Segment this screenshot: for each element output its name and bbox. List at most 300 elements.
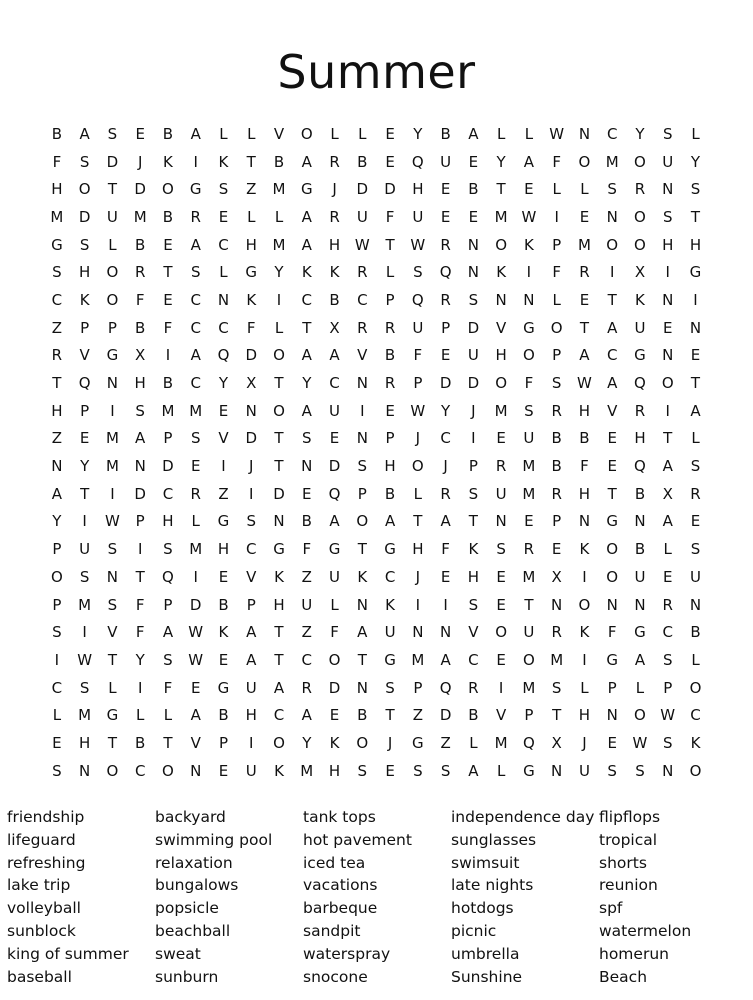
grid-letter[interactable]: E	[79, 429, 90, 448]
grid-letter[interactable]: D	[273, 484, 285, 503]
grid-letter[interactable]: N	[467, 263, 479, 282]
grid-letter[interactable]: Q	[411, 290, 424, 309]
grid-letter[interactable]: B	[384, 484, 396, 503]
grid-letter[interactable]: H	[217, 540, 230, 559]
grid-letter[interactable]: F	[552, 152, 561, 171]
grid-letter[interactable]: A	[246, 623, 257, 642]
grid-letter[interactable]: I	[110, 401, 115, 420]
grid-letter[interactable]: O	[356, 733, 369, 752]
grid-letter[interactable]: W	[577, 374, 592, 393]
grid-letter[interactable]: B	[551, 429, 562, 448]
grid-letter[interactable]: R	[190, 207, 201, 226]
grid-letter[interactable]: M	[522, 567, 536, 586]
grid-letter[interactable]: R	[662, 595, 673, 614]
grid-letter[interactable]: S	[218, 180, 229, 199]
grid-letter[interactable]: U	[690, 567, 701, 586]
grid-letter[interactable]: T	[552, 706, 562, 725]
grid-letter[interactable]: G	[523, 318, 535, 337]
grid-letter[interactable]: X	[662, 484, 673, 503]
grid-letter[interactable]: T	[496, 180, 506, 199]
grid-letter[interactable]: J	[471, 401, 476, 420]
grid-letter[interactable]: O	[300, 124, 313, 143]
grid-letter[interactable]: K	[635, 290, 645, 309]
grid-letter[interactable]: M	[189, 540, 203, 559]
grid-letter[interactable]: P	[357, 484, 367, 503]
grid-letter[interactable]: Q	[162, 567, 174, 586]
grid-letter[interactable]: K	[523, 235, 534, 254]
grid-letter[interactable]: W	[660, 706, 676, 725]
grid-letter[interactable]: Z	[246, 180, 257, 199]
grid-letter[interactable]: N	[301, 457, 313, 476]
grid-letter[interactable]: P	[524, 706, 534, 725]
grid-letter[interactable]: T	[163, 733, 173, 752]
grid-letter[interactable]: A	[301, 235, 312, 254]
grid-letter[interactable]: R	[301, 678, 312, 697]
grid-letter[interactable]: A	[273, 678, 285, 697]
grid-letter[interactable]: E	[440, 346, 451, 365]
grid-letter[interactable]: K	[218, 623, 229, 642]
grid-letter[interactable]: O	[661, 374, 674, 393]
grid-letter[interactable]: Y	[218, 374, 229, 393]
grid-letter[interactable]: N	[106, 374, 119, 393]
grid-letter[interactable]: F	[330, 623, 339, 642]
grid-letter[interactable]: E	[218, 761, 229, 780]
grid-letter[interactable]: E	[551, 540, 562, 559]
grid-letter[interactable]: E	[662, 567, 673, 586]
grid-letter[interactable]: V	[190, 733, 201, 752]
grid-letter[interactable]: U	[523, 429, 535, 448]
grid-letter[interactable]: A	[662, 457, 673, 476]
grid-letter[interactable]: W	[410, 235, 426, 254]
grid-letter[interactable]: M	[411, 650, 425, 669]
grid-letter[interactable]: M	[522, 484, 536, 503]
grid-letter[interactable]: N	[217, 290, 230, 309]
grid-letter[interactable]: N	[634, 595, 646, 614]
grid-letter[interactable]: S	[107, 540, 118, 559]
grid-letter[interactable]: A	[301, 346, 312, 365]
grid-letter[interactable]: Q	[411, 152, 424, 171]
grid-letter[interactable]: E	[607, 733, 617, 752]
grid-letter[interactable]: T	[107, 650, 117, 669]
grid-letter[interactable]: D	[356, 180, 369, 199]
grid-letter[interactable]: S	[302, 429, 312, 448]
grid-letter[interactable]: A	[301, 706, 312, 725]
grid-letter[interactable]: E	[579, 290, 590, 309]
grid-letter[interactable]: Y	[135, 650, 145, 669]
grid-letter[interactable]: K	[218, 152, 229, 171]
grid-letter[interactable]: F	[607, 623, 617, 642]
grid-letter[interactable]: N	[606, 595, 618, 614]
grid-letter[interactable]: E	[440, 180, 451, 199]
grid-letter[interactable]: O	[550, 318, 563, 337]
grid-letter[interactable]: S	[107, 595, 118, 614]
grid-letter[interactable]: F	[580, 457, 589, 476]
grid-letter[interactable]: T	[413, 512, 423, 531]
grid-letter[interactable]: P	[468, 457, 478, 476]
grid-letter[interactable]: E	[690, 512, 701, 531]
grid-letter[interactable]: N	[245, 401, 257, 420]
grid-letter[interactable]: L	[163, 706, 173, 725]
grid-letter[interactable]: E	[218, 401, 229, 420]
grid-letter[interactable]: F	[385, 207, 395, 226]
grid-letter[interactable]: N	[523, 290, 535, 309]
grid-letter[interactable]: A	[662, 512, 673, 531]
grid-letter[interactable]: T	[274, 457, 284, 476]
grid-letter[interactable]: H	[578, 401, 591, 420]
grid-letter[interactable]: O	[634, 235, 646, 254]
grid-letter[interactable]: O	[162, 180, 174, 199]
grid-letter[interactable]: W	[104, 512, 120, 531]
grid-letter[interactable]: S	[357, 457, 368, 476]
grid-letter[interactable]: D	[134, 484, 146, 503]
grid-letter[interactable]: S	[468, 484, 479, 503]
grid-letter[interactable]: S	[468, 290, 479, 309]
grid-letter[interactable]: Y	[302, 374, 312, 393]
grid-letter[interactable]: A	[384, 512, 396, 531]
grid-letter[interactable]: I	[582, 567, 587, 586]
grid-letter[interactable]: Y	[302, 733, 312, 752]
grid-letter[interactable]: X	[551, 567, 562, 586]
grid-letter[interactable]: Y	[52, 512, 62, 531]
grid-letter[interactable]: T	[302, 318, 312, 337]
grid-letter[interactable]: V	[468, 623, 479, 642]
grid-letter[interactable]: I	[360, 401, 365, 420]
grid-letter[interactable]: T	[274, 374, 284, 393]
grid-letter[interactable]: D	[328, 678, 341, 697]
grid-letter[interactable]: G	[634, 346, 646, 365]
grid-letter[interactable]: H	[328, 761, 341, 780]
grid-letter[interactable]: M	[522, 678, 536, 697]
grid-letter[interactable]: G	[634, 623, 646, 642]
grid-letter[interactable]: S	[385, 678, 395, 697]
grid-letter[interactable]: O	[606, 540, 619, 559]
grid-letter[interactable]: O	[273, 346, 285, 365]
grid-letter[interactable]: U	[495, 484, 507, 503]
grid-letter[interactable]: H	[578, 484, 591, 503]
grid-letter[interactable]: R	[551, 484, 562, 503]
grid-letter[interactable]: O	[106, 761, 119, 780]
grid-letter[interactable]: H	[51, 180, 63, 199]
grid-letter[interactable]: C	[440, 429, 451, 448]
grid-letter[interactable]: O	[273, 401, 285, 420]
grid-letter[interactable]: C	[190, 318, 201, 337]
grid-letter[interactable]: S	[690, 457, 701, 476]
grid-letter[interactable]: M	[189, 401, 203, 420]
grid-letter[interactable]: Y	[635, 124, 645, 143]
grid-letter[interactable]: S	[190, 429, 201, 448]
grid-letter[interactable]: P	[52, 595, 62, 614]
grid-letter[interactable]: E	[218, 650, 229, 669]
grid-letter[interactable]: O	[106, 290, 119, 309]
grid-letter[interactable]: C	[329, 374, 340, 393]
grid-letter[interactable]: T	[274, 623, 284, 642]
grid-letter[interactable]: G	[384, 650, 396, 669]
grid-letter[interactable]: J	[415, 567, 421, 586]
grid-letter[interactable]: N	[51, 457, 63, 476]
grid-letter[interactable]: B	[135, 733, 146, 752]
grid-letter[interactable]: E	[690, 346, 701, 365]
grid-letter[interactable]: S	[468, 595, 479, 614]
grid-letter[interactable]: H	[79, 263, 91, 282]
grid-letter[interactable]: S	[107, 124, 118, 143]
grid-letter[interactable]: D	[162, 457, 174, 476]
grid-letter[interactable]: M	[50, 207, 64, 226]
grid-letter[interactable]: N	[134, 457, 146, 476]
grid-letter[interactable]: C	[606, 124, 618, 143]
grid-letter[interactable]: G	[412, 733, 424, 752]
grid-letter[interactable]: N	[439, 623, 452, 642]
grid-letter[interactable]: L	[358, 124, 367, 143]
grid-letter[interactable]: S	[413, 263, 423, 282]
grid-letter[interactable]: H	[384, 457, 396, 476]
grid-letter[interactable]: R	[51, 346, 63, 365]
grid-letter[interactable]: L	[330, 595, 339, 614]
grid-letter[interactable]: I	[665, 263, 670, 282]
grid-letter[interactable]: F	[441, 540, 450, 559]
grid-letter[interactable]: R	[329, 207, 340, 226]
grid-letter[interactable]: T	[579, 318, 590, 337]
grid-letter[interactable]: G	[606, 650, 618, 669]
grid-letter[interactable]: E	[385, 152, 395, 171]
grid-letter[interactable]: M	[494, 207, 508, 226]
grid-letter[interactable]: E	[496, 595, 506, 614]
grid-letter[interactable]: A	[79, 124, 90, 143]
grid-letter[interactable]: U	[412, 207, 424, 226]
grid-letter[interactable]: L	[663, 540, 672, 559]
grid-letter[interactable]: E	[163, 235, 173, 254]
grid-letter[interactable]: P	[663, 678, 673, 697]
grid-letter[interactable]: Z	[412, 706, 423, 725]
grid-letter[interactable]: A	[190, 346, 201, 365]
grid-letter[interactable]: I	[609, 263, 615, 282]
grid-letter[interactable]: I	[165, 346, 171, 365]
grid-letter[interactable]: C	[51, 290, 63, 309]
grid-letter[interactable]: A	[357, 623, 368, 642]
grid-letter[interactable]: W	[410, 401, 426, 420]
grid-letter[interactable]: S	[79, 152, 90, 171]
grid-letter[interactable]: G	[217, 678, 230, 697]
grid-letter[interactable]: M	[78, 595, 92, 614]
grid-letter[interactable]: P	[552, 346, 562, 365]
grid-letter[interactable]: Z	[51, 429, 63, 448]
grid-letter[interactable]: O	[78, 180, 91, 199]
grid-letter[interactable]: I	[193, 567, 198, 586]
grid-letter[interactable]: L	[219, 124, 228, 143]
grid-letter[interactable]: N	[606, 207, 618, 226]
grid-letter[interactable]: L	[635, 678, 645, 697]
grid-letter[interactable]: C	[606, 346, 618, 365]
grid-letter[interactable]: S	[551, 374, 562, 393]
grid-letter[interactable]: M	[105, 457, 119, 476]
grid-letter[interactable]: E	[496, 650, 506, 669]
grid-letter[interactable]: S	[52, 623, 62, 642]
grid-letter[interactable]: H	[689, 235, 702, 254]
grid-letter[interactable]: D	[467, 374, 480, 393]
grid-letter[interactable]: P	[163, 595, 173, 614]
grid-letter[interactable]: G	[106, 706, 119, 725]
grid-letter[interactable]: O	[522, 650, 535, 669]
grid-letter[interactable]: S	[607, 761, 617, 780]
grid-letter[interactable]: J	[137, 152, 143, 171]
grid-letter[interactable]: T	[107, 180, 117, 199]
grid-letter[interactable]: U	[245, 678, 257, 697]
grid-letter[interactable]: I	[221, 457, 226, 476]
grid-letter[interactable]: S	[52, 263, 62, 282]
grid-letter[interactable]: F	[246, 318, 256, 337]
grid-letter[interactable]: U	[329, 401, 341, 420]
grid-letter[interactable]: E	[662, 318, 673, 337]
grid-letter[interactable]: K	[690, 733, 701, 752]
grid-letter[interactable]: C	[51, 678, 63, 697]
grid-letter[interactable]: P	[552, 235, 562, 254]
grid-letter[interactable]: J	[249, 457, 254, 476]
grid-letter[interactable]: D	[384, 180, 396, 199]
grid-letter[interactable]: D	[189, 595, 202, 614]
grid-letter[interactable]: H	[134, 374, 146, 393]
grid-letter[interactable]: N	[634, 512, 646, 531]
grid-letter[interactable]: S	[246, 512, 256, 531]
grid-letter[interactable]: E	[52, 733, 62, 752]
grid-letter[interactable]: A	[468, 761, 479, 780]
grid-letter[interactable]: I	[471, 429, 476, 448]
grid-letter[interactable]: L	[219, 263, 228, 282]
grid-letter[interactable]: C	[690, 706, 701, 725]
grid-letter[interactable]: K	[385, 595, 395, 614]
grid-letter[interactable]: L	[691, 429, 700, 448]
grid-letter[interactable]: X	[246, 374, 257, 393]
grid-letter[interactable]: E	[163, 290, 173, 309]
grid-letter[interactable]: K	[163, 152, 173, 171]
grid-letter[interactable]: I	[249, 733, 254, 752]
grid-letter[interactable]: M	[272, 180, 286, 199]
grid-letter[interactable]: I	[526, 263, 532, 282]
grid-letter[interactable]: R	[190, 484, 201, 503]
grid-letter[interactable]: T	[385, 706, 395, 725]
grid-letter[interactable]: I	[137, 678, 143, 697]
grid-letter[interactable]: O	[634, 706, 646, 725]
grid-letter[interactable]: I	[443, 595, 448, 614]
grid-letter[interactable]: K	[79, 290, 90, 309]
grid-letter[interactable]: G	[189, 180, 202, 199]
grid-letter[interactable]: S	[662, 124, 673, 143]
grid-letter[interactable]: C	[162, 484, 174, 503]
grid-letter[interactable]: B	[162, 124, 174, 143]
grid-letter[interactable]: D	[439, 706, 452, 725]
grid-letter[interactable]: S	[163, 540, 173, 559]
grid-letter[interactable]: O	[495, 374, 508, 393]
grid-letter[interactable]: E	[468, 207, 479, 226]
grid-letter[interactable]: K	[579, 540, 590, 559]
grid-letter[interactable]: N	[495, 290, 507, 309]
grid-letter[interactable]: A	[190, 235, 201, 254]
grid-letter[interactable]: E	[468, 152, 479, 171]
grid-letter[interactable]: P	[607, 678, 617, 697]
grid-letter[interactable]: E	[524, 180, 534, 199]
grid-letter[interactable]: B	[162, 207, 174, 226]
grid-letter[interactable]: O	[162, 761, 174, 780]
grid-letter[interactable]: Y	[413, 124, 423, 143]
grid-letter[interactable]: R	[634, 401, 646, 420]
grid-letter[interactable]: Y	[274, 263, 284, 282]
grid-letter[interactable]: T	[607, 290, 617, 309]
grid-letter[interactable]: C	[301, 650, 313, 669]
grid-letter[interactable]: O	[522, 346, 535, 365]
grid-letter[interactable]: D	[328, 457, 341, 476]
grid-letter[interactable]: S	[662, 650, 673, 669]
grid-letter[interactable]: Z	[301, 623, 312, 642]
grid-letter[interactable]: B	[329, 290, 340, 309]
grid-letter[interactable]: H	[245, 706, 257, 725]
grid-letter[interactable]: D	[78, 207, 91, 226]
grid-letter[interactable]: F	[552, 263, 561, 282]
grid-letter[interactable]: B	[273, 152, 285, 171]
grid-letter[interactable]: L	[274, 207, 284, 226]
grid-letter[interactable]: M	[133, 207, 147, 226]
grid-letter[interactable]: N	[578, 124, 591, 143]
grid-letter[interactable]: T	[274, 650, 284, 669]
grid-letter[interactable]: W	[77, 650, 93, 669]
grid-letter[interactable]: B	[634, 540, 646, 559]
grid-letter[interactable]: T	[663, 429, 673, 448]
grid-letter[interactable]: Z	[218, 484, 229, 503]
grid-letter[interactable]: H	[662, 235, 674, 254]
grid-letter[interactable]: W	[549, 124, 565, 143]
grid-letter[interactable]: Q	[634, 457, 646, 476]
grid-letter[interactable]: U	[467, 346, 479, 365]
grid-letter[interactable]: H	[51, 401, 63, 420]
grid-letter[interactable]: N	[356, 374, 368, 393]
grid-letter[interactable]: O	[411, 457, 424, 476]
grid-letter[interactable]: A	[301, 401, 312, 420]
grid-letter[interactable]: I	[498, 678, 504, 697]
grid-letter[interactable]: P	[413, 678, 423, 697]
grid-letter[interactable]: G	[523, 761, 535, 780]
grid-letter[interactable]: N	[578, 512, 591, 531]
grid-letter[interactable]: C	[190, 290, 201, 309]
grid-letter[interactable]: A	[607, 318, 618, 337]
grid-letter[interactable]: I	[137, 540, 143, 559]
grid-letter[interactable]: E	[190, 457, 201, 476]
grid-letter[interactable]: Y	[690, 152, 701, 171]
grid-letter[interactable]: D	[245, 346, 258, 365]
grid-letter[interactable]: L	[136, 706, 145, 725]
grid-letter[interactable]: E	[440, 567, 451, 586]
grid-letter[interactable]: K	[468, 540, 479, 559]
grid-letter[interactable]: L	[496, 761, 506, 780]
grid-letter[interactable]: T	[607, 484, 617, 503]
grid-letter[interactable]: U	[245, 761, 257, 780]
grid-letter[interactable]: H	[467, 567, 479, 586]
grid-letter[interactable]: H	[273, 595, 285, 614]
grid-letter[interactable]: U	[356, 207, 368, 226]
grid-letter[interactable]: N	[551, 761, 563, 780]
grid-letter[interactable]: U	[412, 318, 424, 337]
grid-letter[interactable]: B	[162, 374, 174, 393]
grid-letter[interactable]: R	[579, 263, 590, 282]
grid-letter[interactable]: G	[300, 180, 313, 199]
grid-letter[interactable]: E	[190, 678, 201, 697]
grid-letter[interactable]: E	[579, 207, 590, 226]
grid-letter[interactable]: C	[218, 235, 229, 254]
grid-letter[interactable]: V	[246, 567, 257, 586]
grid-letter[interactable]: A	[329, 512, 340, 531]
grid-letter[interactable]: S	[135, 401, 145, 420]
grid-letter[interactable]: L	[247, 124, 256, 143]
grid-letter[interactable]: B	[218, 595, 229, 614]
grid-letter[interactable]: N	[412, 623, 424, 642]
grid-letter[interactable]: Q	[328, 484, 341, 503]
grid-letter[interactable]: U	[329, 567, 341, 586]
